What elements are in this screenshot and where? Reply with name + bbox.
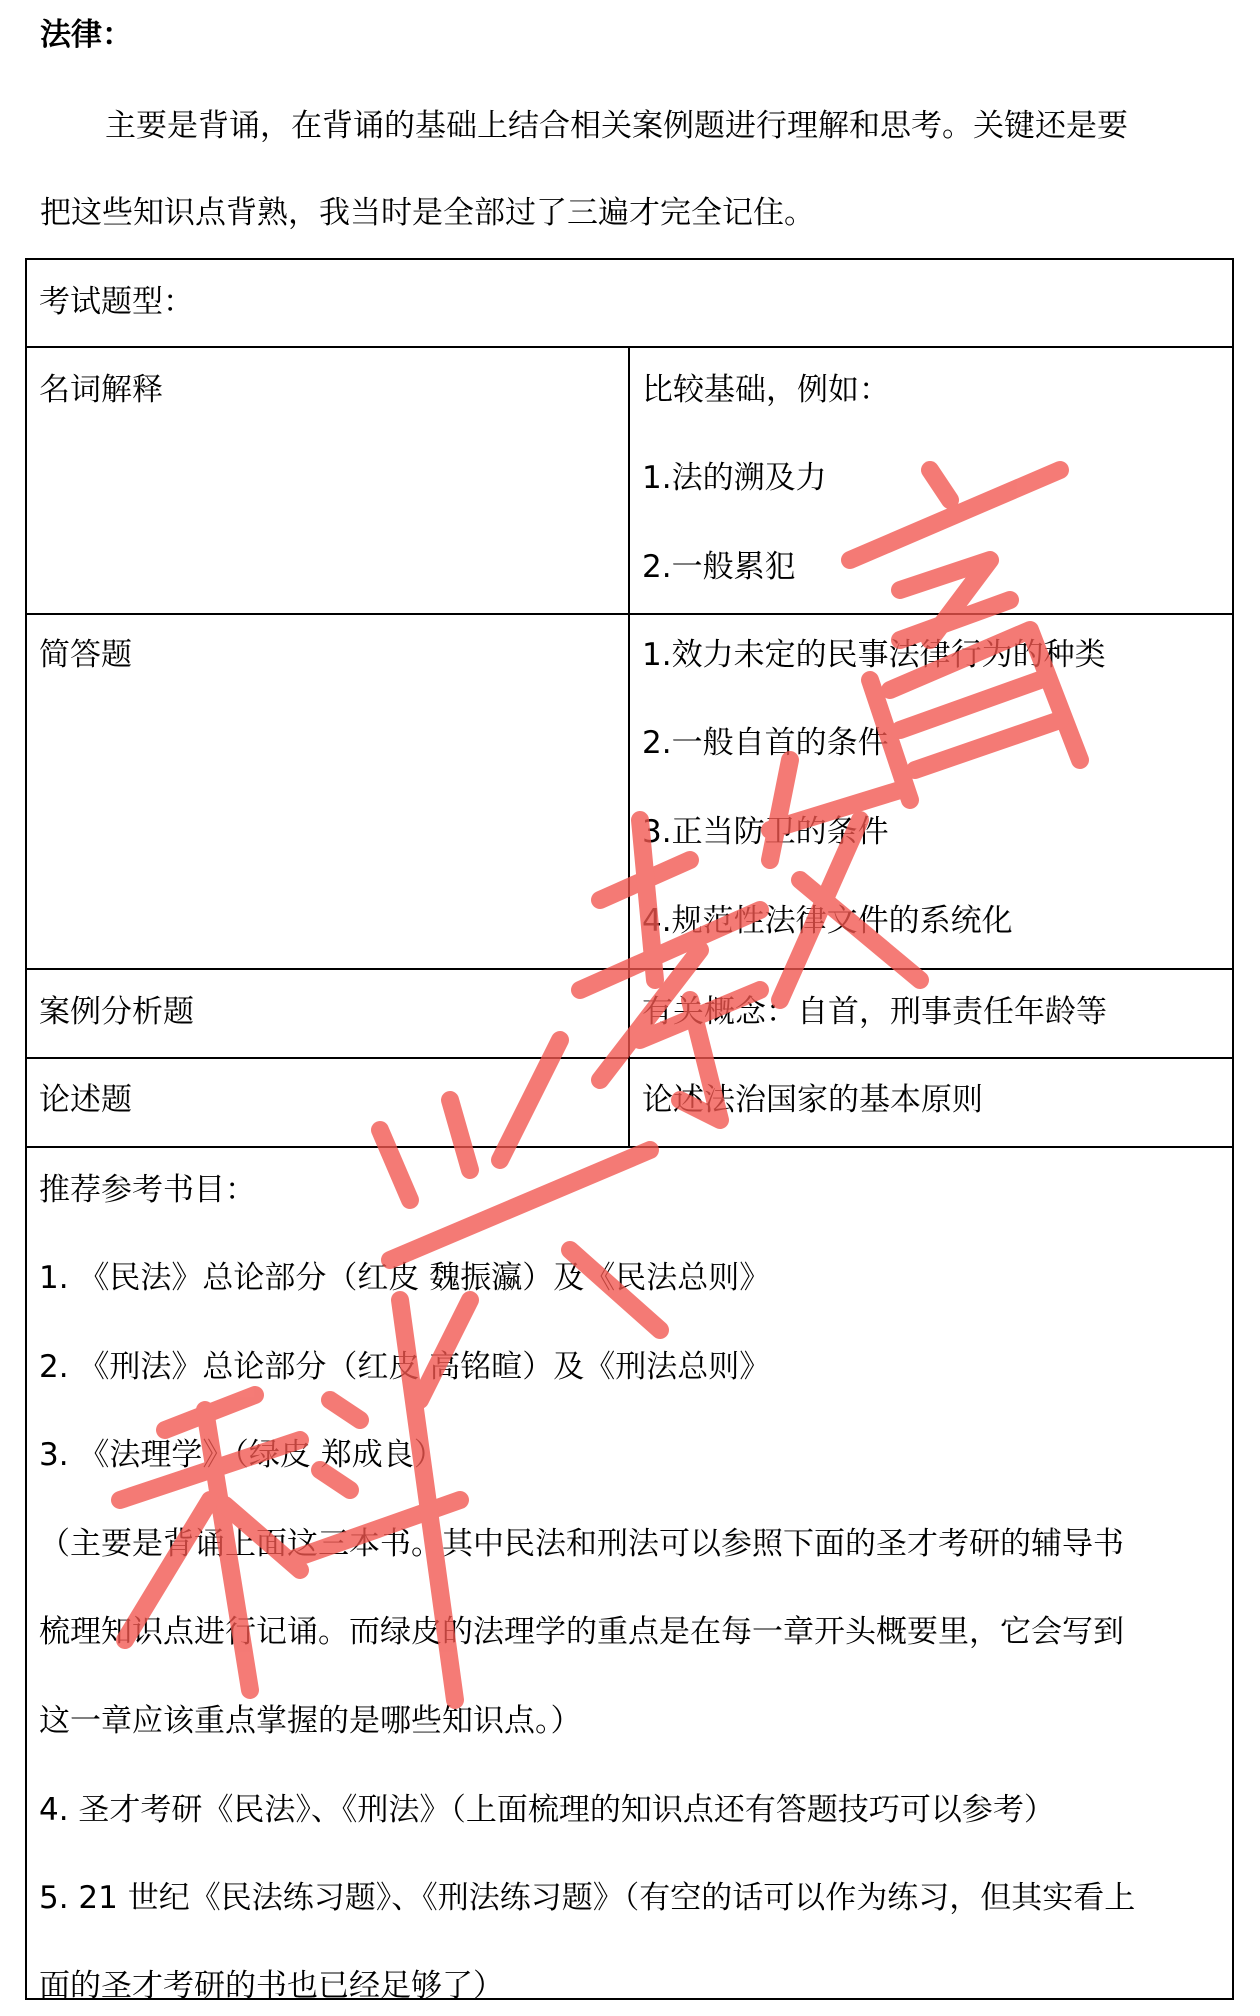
row-item: 2.一般自首的条件 bbox=[642, 725, 889, 761]
book-line: 4. 圣才考研《民法》、《刑法》（上面梳理的知识点还有答题技巧可以参考） bbox=[39, 1792, 1055, 1828]
book-line: 1. 《民法》总论部分（红皮 魏振瀛）及《民法总则》 bbox=[39, 1260, 771, 1296]
books-title: 推荐参考书目： bbox=[39, 1172, 256, 1208]
exam-table bbox=[25, 258, 1234, 2004]
row-item: 比较基础，例如： bbox=[642, 372, 890, 408]
table-header: 考试题型： bbox=[39, 284, 194, 320]
row-type-label: 论述题 bbox=[39, 1082, 132, 1118]
row-item: 1.法的溯及力 bbox=[642, 460, 827, 496]
intro-line-2: 把这些知识点背熟，我当时是全部过了三遍才完全记住。 bbox=[40, 195, 815, 231]
book-note-line: 这一章应该重点掌握的是哪些知识点。） bbox=[39, 1703, 582, 1739]
row-item: 论述法治国家的基本原则 bbox=[642, 1082, 983, 1118]
row-type-label: 简答题 bbox=[39, 637, 132, 673]
row-item: 4.规范性法律文件的系统化 bbox=[642, 903, 1013, 939]
row-item: 有关概念：自首，刑事责任年龄等 bbox=[642, 994, 1107, 1030]
book-line: 2. 《刑法》总论部分（红皮 高铭暄）及《刑法总则》 bbox=[39, 1349, 771, 1385]
table-border-top bbox=[25, 258, 1234, 260]
table-border-right bbox=[1232, 258, 1234, 2000]
row-item: 2.一般累犯 bbox=[642, 549, 796, 585]
row-type-label: 案例分析题 bbox=[39, 994, 194, 1030]
book-note-line: 梳理知识点进行记诵。而绿皮的法理学的重点是在每一章开头概要里，它会写到 bbox=[39, 1614, 1124, 1650]
book-line: 5. 21 世纪《民法练习题》、《刑法练习题》（有空的话可以作为练习，但其实看上 bbox=[39, 1880, 1136, 1916]
book-line: 3. 《法理学》（绿皮 郑成良） bbox=[39, 1437, 445, 1473]
intro-line-1: 主要是背诵，在背诵的基础上结合相关案例题进行理解和思考。关键还是要 bbox=[105, 108, 1128, 144]
row-item: 1.效力未定的民事法律行为的种类 bbox=[642, 637, 1106, 673]
table-border-left bbox=[25, 258, 27, 2000]
row-item: 3.正当防卫的条件 bbox=[642, 814, 889, 850]
column-divider bbox=[628, 346, 630, 1148]
row-type-label: 名词解释 bbox=[39, 372, 163, 408]
section-heading: 法律： bbox=[40, 17, 133, 53]
book-line: 面的圣才考研的书也已经足够了） bbox=[39, 1968, 504, 2004]
book-note-line: （主要是背诵上面这三本书。其中民法和刑法可以参照下面的圣才考研的辅导书 bbox=[39, 1526, 1124, 1562]
